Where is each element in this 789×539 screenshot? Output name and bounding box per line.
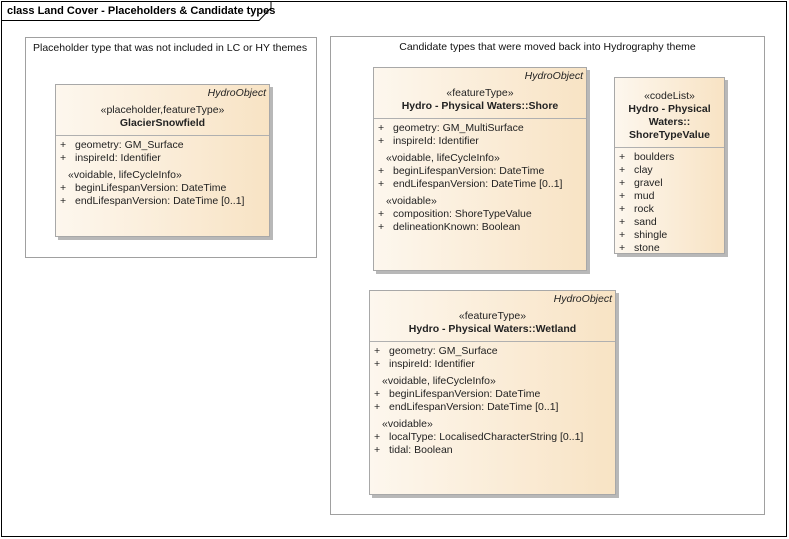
attribute-text: composition: ShoreTypeValue xyxy=(393,208,532,220)
attribute[interactable] xyxy=(378,221,586,234)
attribute[interactable] xyxy=(378,135,586,148)
diagram-title: class Land Cover - Placeholders & Candidate types xyxy=(7,5,276,17)
attribute-text: geometry: GM_MultiSurface xyxy=(393,122,524,134)
visibility-public: + xyxy=(378,178,385,190)
class-stereotype: «featureType» xyxy=(458,310,527,322)
attribute[interactable] xyxy=(619,190,724,203)
attribute[interactable] xyxy=(378,178,586,191)
class-stereotype: «codeList» xyxy=(644,90,695,102)
attribute-text: gravel xyxy=(634,177,663,189)
attribute[interactable] xyxy=(374,388,615,401)
visibility-public: + xyxy=(374,444,381,456)
class-shore[interactable] xyxy=(373,67,587,271)
class-stereotype: «featureType» xyxy=(446,87,514,99)
attribute[interactable] xyxy=(60,152,269,165)
attribute-text: delineationKnown: Boolean xyxy=(393,221,521,233)
attribute[interactable] xyxy=(619,177,724,190)
attribute[interactable] xyxy=(374,431,615,444)
attribute[interactable] xyxy=(60,139,269,152)
attribute[interactable] xyxy=(374,345,615,358)
visibility-public: + xyxy=(378,221,385,233)
attribute-text: shingle xyxy=(634,229,668,241)
section-stereotype: «voidable, lifeCycleInfo» xyxy=(68,169,182,181)
attribute[interactable] xyxy=(378,165,586,178)
class-header xyxy=(370,306,615,342)
class-header xyxy=(374,83,586,119)
attribute-text: beginLifespanVersion: DateTime xyxy=(393,165,545,177)
attribute-text: beginLifespanVersion: DateTime xyxy=(389,388,541,400)
attribute-text: endLifespanVersion: DateTime [0..1] xyxy=(389,401,559,413)
visibility-public: + xyxy=(60,152,67,164)
attribute[interactable] xyxy=(378,208,586,221)
visibility-public: + xyxy=(60,182,67,194)
visibility-public: + xyxy=(378,135,385,147)
attribute-text: tidal: Boolean xyxy=(389,444,453,456)
class-name: Waters:: xyxy=(648,116,691,128)
visibility-public: + xyxy=(619,229,626,241)
class-attributes xyxy=(370,342,615,457)
visibility-public: + xyxy=(374,358,381,370)
class-name: Hydro - Physical xyxy=(628,103,711,115)
visibility-public: + xyxy=(378,208,385,220)
visibility-public: + xyxy=(619,164,626,176)
attribute[interactable] xyxy=(374,358,615,371)
class-header xyxy=(56,100,269,136)
attribute-text: clay xyxy=(634,164,653,176)
section-stereotype: «voidable» xyxy=(382,418,433,430)
visibility-public: + xyxy=(619,242,626,254)
visibility-public: + xyxy=(619,151,626,163)
attribute[interactable] xyxy=(619,242,724,255)
visibility-public: + xyxy=(60,195,67,207)
visibility-public: + xyxy=(619,203,626,215)
parent-class-label xyxy=(615,78,724,86)
attribute-text: beginLifespanVersion: DateTime xyxy=(75,182,227,194)
group-label: Placeholder type that was not included in LC or HY themes xyxy=(33,42,308,54)
class-stereotype: «placeholder,featureType» xyxy=(100,104,225,116)
attribute-text: localType: LocalisedCharacterString [0..1] xyxy=(389,431,584,443)
attribute[interactable] xyxy=(374,401,615,414)
class-name: GlacierSnowfield xyxy=(119,117,206,129)
class-wetland[interactable] xyxy=(369,290,616,495)
section-stereotype: «voidable, lifeCycleInfo» xyxy=(386,152,500,164)
attribute-text: inspireId: Identifier xyxy=(393,135,479,147)
attribute-text: mud xyxy=(634,190,655,202)
class-header xyxy=(615,86,724,148)
class-attributes xyxy=(374,119,586,234)
attribute[interactable] xyxy=(619,164,724,177)
attribute-text: sand xyxy=(634,216,657,228)
visibility-public: + xyxy=(378,122,385,134)
visibility-public: + xyxy=(374,388,381,400)
class-attributes xyxy=(56,136,269,208)
group-label: Candidate types that were moved back into Hydrography theme xyxy=(399,41,696,53)
attribute-text: endLifespanVersion: DateTime [0..1] xyxy=(393,178,563,190)
class-name: Hydro - Physical Waters::Shore xyxy=(401,100,559,112)
visibility-public: + xyxy=(374,431,381,443)
section-stereotype: «voidable, lifeCycleInfo» xyxy=(382,375,496,387)
parent-class-label: HydroObject xyxy=(553,293,612,305)
class-name: ShoreTypeValue xyxy=(629,129,710,141)
attribute-text: boulders xyxy=(634,151,675,163)
parent-class-label: HydroObject xyxy=(207,87,266,99)
attribute-text: inspireId: Identifier xyxy=(75,152,161,164)
parent-class-label: HydroObject xyxy=(524,70,583,82)
attribute-text: stone xyxy=(634,242,660,254)
attribute-text: geometry: GM_Surface xyxy=(389,345,498,357)
attribute[interactable] xyxy=(374,444,615,457)
visibility-public: + xyxy=(374,345,381,357)
attribute[interactable] xyxy=(619,203,724,216)
visibility-public: + xyxy=(619,216,626,228)
visibility-public: + xyxy=(378,165,385,177)
attribute-text: inspireId: Identifier xyxy=(389,358,475,370)
attribute[interactable] xyxy=(619,229,724,242)
visibility-public: + xyxy=(619,177,626,189)
attribute-text: endLifespanVersion: DateTime [0..1] xyxy=(75,195,245,207)
class-attributes xyxy=(615,148,724,255)
attribute-text: geometry: GM_Surface xyxy=(75,139,184,151)
attribute-text: rock xyxy=(634,203,654,215)
visibility-public: + xyxy=(374,401,381,413)
class-shore-type-value[interactable] xyxy=(614,77,725,254)
attribute[interactable] xyxy=(378,122,586,135)
attribute[interactable] xyxy=(60,195,269,208)
attribute[interactable] xyxy=(60,182,269,195)
visibility-public: + xyxy=(619,190,626,202)
attribute[interactable] xyxy=(619,151,724,164)
class-glacier-snowfield[interactable] xyxy=(55,84,270,237)
section-stereotype: «voidable» xyxy=(386,195,437,207)
visibility-public: + xyxy=(60,139,67,151)
class-name: Hydro - Physical Waters::Wetland xyxy=(408,323,577,335)
attribute[interactable] xyxy=(619,216,724,229)
